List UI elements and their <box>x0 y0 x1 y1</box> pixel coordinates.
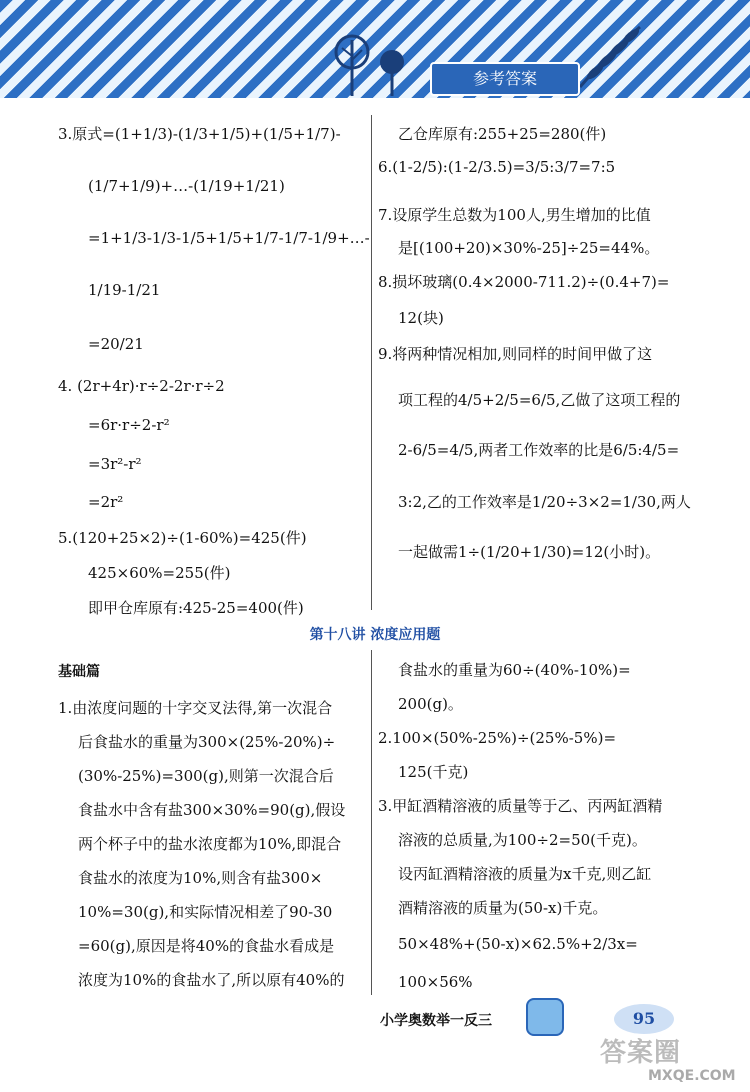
text-line: 1/19-1/21 <box>88 281 161 299</box>
text-line: 4. (2r+4r)·r÷2-2r·r÷2 <box>58 377 225 395</box>
text-line: 2.100×(50%-25%)÷(25%-5%)= <box>378 729 617 747</box>
text-line: 酒精溶液的质量为(50-x)千克。 <box>398 899 608 917</box>
text-line: 后食盐水的重量为300×(25%-20%)÷ <box>78 733 336 751</box>
text-line: 9.将两种情况相加,则同样的时间甲做了这 <box>378 345 653 363</box>
column-divider <box>371 650 372 995</box>
header-banner <box>0 0 750 98</box>
text-line: =3r²-r² <box>88 455 142 473</box>
text-line: 浓度为10%的食盐水了,所以原有40%的 <box>78 971 345 989</box>
text-line: 食盐水的浓度为10%,则含有盐300× <box>78 869 323 887</box>
text-line: =1+1/3-1/3-1/5+1/5+1/7-1/7-1/9+…- <box>88 229 370 247</box>
text-line: 1.由浓度问题的十字交叉法得,第一次混合 <box>58 699 333 717</box>
text-line: 50×48%+(50-x)×62.5%+2/3x= <box>398 935 638 953</box>
answer-tag: 参考答案 <box>430 62 580 96</box>
mascot-icon <box>526 998 564 1036</box>
book-title: 小学奥数举一反三 <box>380 1013 492 1029</box>
text-line: 一起做需1÷(1/20+1/30)=12(小时)。 <box>398 543 661 561</box>
text-line: 食盐水的重量为60÷(40%-10%)= <box>398 661 631 679</box>
page-number: 95 <box>614 1004 674 1034</box>
text-line: 6.(1-2/5):(1-2/3.5)=3/5:3/7=7:5 <box>378 158 616 176</box>
column-divider <box>371 115 372 610</box>
text-line: =2r² <box>88 493 124 511</box>
text-line: 溶液的总质量,为100÷2=50(千克)。 <box>398 831 647 849</box>
text-line: 100×56% <box>398 973 473 991</box>
text-line: 两个杯子中的盐水浓度都为10%,即混合 <box>78 835 342 853</box>
text-line: (30%-25%)=300(g),则第一次混合后 <box>78 767 334 785</box>
text-line: 食盐水中含有盐300×30%=90(g),假设 <box>78 801 346 819</box>
text-line: 125(千克) <box>398 763 469 781</box>
text-line: 2-6/5=4/5,两者工作效率的比是6/5:4/5= <box>398 441 680 459</box>
text-line: 10%=30(g),和实际情况相差了90-30 <box>78 903 333 921</box>
watermark-url: MXQE.COM <box>648 1068 736 1084</box>
text-line: 设丙缸酒精溶液的质量为x千克,则乙缸 <box>398 865 652 883</box>
leaf-icon <box>575 22 645 92</box>
text-line: 7.设原学生总数为100人,男生增加的比值 <box>378 206 651 224</box>
text-line: 乙仓库原有:255+25=280(件) <box>398 125 607 143</box>
text-line: 5.(120+25×2)÷(1-60%)=425(件) <box>58 529 307 547</box>
text-line: 425×60%=255(件) <box>88 564 231 582</box>
text-line: =6r·r÷2-r² <box>88 416 170 434</box>
tree-icon <box>330 30 410 96</box>
text-line: 项工程的4/5+2/5=6/5,乙做了这项工程的 <box>398 391 681 409</box>
text-line: 是[(100+20)×30%-25]÷25=44%。 <box>398 239 660 257</box>
text-line: 3.甲缸酒精溶液的质量等于乙、丙两缸酒精 <box>378 797 663 815</box>
text-line: 3.原式=(1+1/3)-(1/3+1/5)+(1/5+1/7)- <box>58 125 341 143</box>
watermark-logo: 答案圈 <box>600 1038 682 1068</box>
text-line: 即甲仓库原有:425-25=400(件) <box>88 599 304 617</box>
text-line: 200(g)。 <box>398 695 463 713</box>
text-line: 8.损坏玻璃(0.4×2000-711.2)÷(0.4+7)= <box>378 273 670 291</box>
section-title: 第十八讲 浓度应用题 <box>309 627 441 643</box>
text-line: =60(g),原因是将40%的食盐水看成是 <box>78 937 335 955</box>
text-line: 3:2,乙的工作效率是1/20÷3×2=1/30,两人 <box>398 493 691 511</box>
text-line: =20/21 <box>88 335 144 353</box>
text-line: 12(块) <box>398 309 444 327</box>
basic-label: 基础篇 <box>58 664 100 680</box>
text-line: (1/7+1/9)+…-(1/19+1/21) <box>88 177 285 195</box>
